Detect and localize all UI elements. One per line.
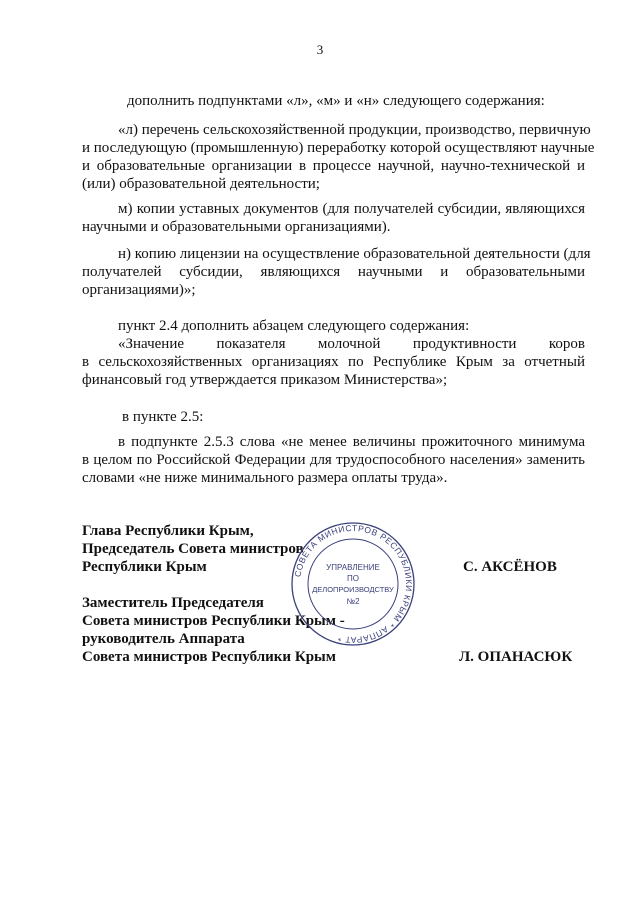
official-stamp [288, 522, 418, 646]
paragraph-l-line: и образовательные организации в процессе научной, научно-технической и [82, 158, 585, 174]
paragraph-intro: дополнить подпунктами «л», «м» и «н» следующего содержания: [127, 93, 545, 109]
subparagraph-line: словами «не ниже минимального размера оплаты труда». [82, 470, 448, 486]
signatory-1-title: Республики Крым [82, 559, 207, 575]
paragraph-2-5: в пункте 2.5: [122, 409, 204, 425]
quote-line: «Значение показателя молочной продуктивности коров [118, 336, 585, 352]
quote-line: финансовый год утверждается приказом Министерства»; [82, 372, 448, 388]
subparagraph-line: в подпункте 2.5.3 слова «не менее величины прожиточного минимума [118, 434, 585, 450]
signatory-1-name: С. АКСЁНОВ [463, 559, 557, 575]
paragraph-l-line: (или) образовательной деятельности; [82, 176, 320, 192]
quote-line: в сельскохозяйственных организациях по Республике Крым за отчетный [82, 354, 585, 370]
signatory-2-title: руководитель Аппарата [82, 631, 245, 647]
signatory-2-title: Заместитель Председателя [82, 595, 264, 611]
paragraph-m-line: м) копии уставных документов (для получателей субсидии, являющихся [118, 201, 585, 217]
paragraph-n-line: получателей субсидии, являющихся научными и образовательными [82, 264, 585, 280]
paragraph-2-4: пункт 2.4 дополнить абзацем следующего содержания: [118, 318, 470, 334]
stamp-ring-text: СОВЕТА МИНИСТРОВ РЕСПУБЛИКИ КРЫМ * АППАРАТ * [292, 522, 415, 646]
svg-text:ДЕЛОПРОИЗВОДСТВУ: ДЕЛОПРОИЗВОДСТВУ [312, 585, 394, 594]
signatory-1-title: Глава Республики Крым, [82, 523, 254, 539]
signatory-1-title: Председатель Совета министров [82, 541, 304, 557]
signatory-2-title: Совета министров Республики Крым [82, 649, 336, 665]
signatory-2-name: Л. ОПАНАСЮК [459, 649, 573, 665]
paragraph-n-line: организациями)»; [82, 282, 196, 298]
paragraph-l-line: «л) перечень сельскохозяйственной продукции, производство, первичную [118, 122, 591, 138]
page-number: 3 [316, 42, 324, 57]
signatory-2-title: Совета министров Республики Крым - [82, 613, 345, 629]
paragraph-n-line: н) копию лицензии на осуществление образовательной деятельности (для [118, 246, 591, 262]
svg-text:№2: №2 [346, 597, 360, 606]
subparagraph-line: в целом по Российской Федерации для трудоспособного населения» заменить [82, 452, 585, 468]
svg-text:УПРАВЛЕНИЕ: УПРАВЛЕНИЕ [326, 563, 380, 572]
paragraph-l-line: и последующую (промышленную) переработку которой осуществляют научные [82, 140, 595, 156]
paragraph-m-line: научными и образовательными организациями). [82, 219, 391, 235]
svg-text:ПО: ПО [347, 574, 359, 583]
